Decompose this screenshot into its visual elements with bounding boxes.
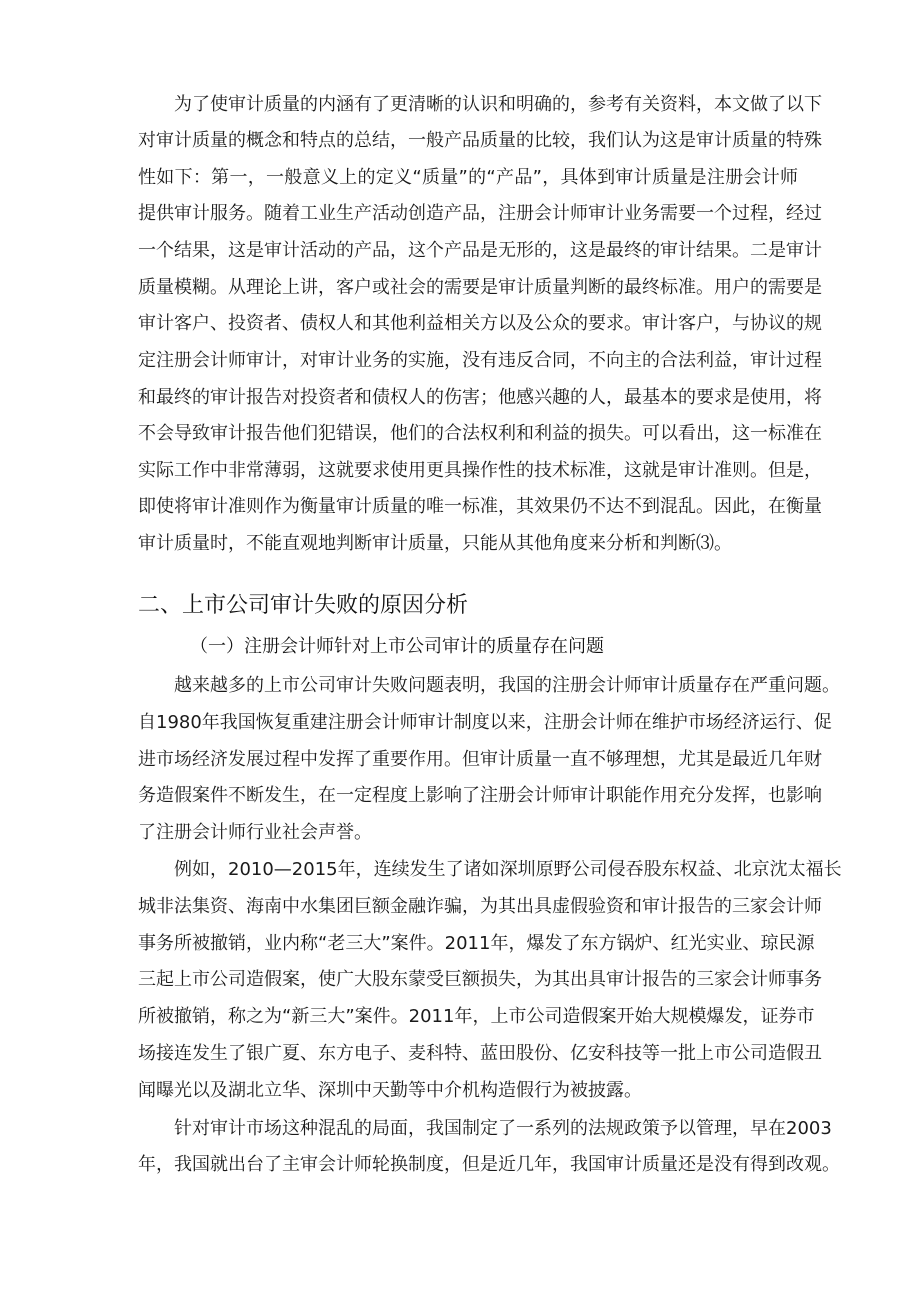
text-line: 审计质量时，不能直观地判断审计质量，只能从其他角度来分析和判断⑶。: [138, 533, 732, 554]
text-line: 性如下：第一，一般意义上的定义“质量”的“产品”，具体到审计质量是注册会计师: [138, 167, 798, 188]
text-line: 三起上市公司造假案，使广大股东蒙受巨额损失，为其出具审计报告的三家会计师事务: [138, 969, 822, 990]
text-line: 进市场经济发展过程中发挥了重要作用。但审计质量一直不够理想，尤其是最近几年财: [138, 749, 822, 770]
text-line: 一个结果，这是审计活动的产品，这个产品是无形的，这是最终的审计结果。二是审计: [138, 240, 822, 261]
text-line: 提供审计服务。随着工业生产活动创造产品，注册会计师审计业务需要一个过程，经过: [138, 203, 822, 224]
text-line: 场接连发生了银广夏、东方电子、麦科特、蓝田股份、亿安科技等一批上市公司造假丑: [138, 1043, 822, 1064]
text-line: 了注册会计师行业社会声誉。: [138, 822, 372, 843]
text-line: 自1980年我国恢复重建注册会计师审计制度以来，注册会计师在维护市场经济运行、促: [138, 712, 832, 733]
text-line: 定注册会计师审计，对审计业务的实施，没有违反合同，不向主的合法利益，审计过程: [138, 350, 822, 371]
text-line: 质量模糊。从理论上讲，客户或社会的需要是审计质量判断的最终标准。用户的需要是: [138, 277, 822, 298]
text-line: 事务所被撤销，业内称“老三大”案件。2011年，爆发了东方锅炉、红光实业、琼民源: [138, 933, 815, 954]
text-line: 对审计质量的概念和特点的总结，一般产品质量的比较，我们认为这是审计质量的特殊: [138, 130, 822, 151]
text-line: 例如，2010—2015年，连续发生了诸如深圳原野公司侵吞股东权益、北京沈太福长: [174, 859, 842, 880]
text-line: 实际工作中非常薄弱，这就要求使用更具操作性的技术标准，这就是审计准则。但是，: [138, 460, 822, 481]
text-line: 越来越多的上市公司审计失败问题表明，我国的注册会计师审计质量存在严重问题。: [174, 675, 840, 696]
text-line: 针对审计市场这种混乱的局面，我国制定了一系列的法规政策予以管理，早在2003: [174, 1118, 832, 1139]
text-line: 城非法集资、海南中水集团巨额金融诈骗，为其出具虚假验资和审计报告的三家会计师: [138, 896, 822, 917]
text-line: 所被撤销，称之为“新三大”案件。2011年，上市公司造假案开始大规模爆发，证券市: [138, 1006, 815, 1027]
text-line: 不会导致审计报告他们犯错误，他们的合法权利和利益的损失。可以看出，这一标准在: [138, 423, 822, 444]
text-line: 闻曝光以及湖北立华、深圳中天勤等中介机构造假行为被披露。: [138, 1080, 642, 1101]
text-line: 和最终的审计报告对投资者和债权人的伤害；他感兴趣的人，最基本的要求是使用，将: [138, 387, 822, 408]
text-line: 为了使审计质量的内涵有了更清晰的认识和明确的，参考有关资料，本文做了以下: [174, 94, 822, 115]
text-line: 年，我国就出台了主审会计师轮换制度，但是近几年，我国审计质量还是没有得到改观。: [138, 1154, 840, 1175]
text-line: 务造假案件不断发生，在一定程度上影响了注册会计师审计职能作用充分发挥，也影响: [138, 785, 822, 806]
text-line: 审计客户、投资者、债权人和其他利益相关方以及公众的要求。审计客户，与协议的规: [138, 313, 822, 334]
text-line: 即使将审计准则作为衡量审计质量的唯一标准，其效果仍不达不到混乱。因此，在衡量: [138, 496, 822, 517]
section-heading: 二、上市公司审计失败的原因分析: [138, 593, 469, 618]
subsection-heading: （一）注册会计师针对上市公司审计的质量存在问题: [190, 636, 604, 657]
